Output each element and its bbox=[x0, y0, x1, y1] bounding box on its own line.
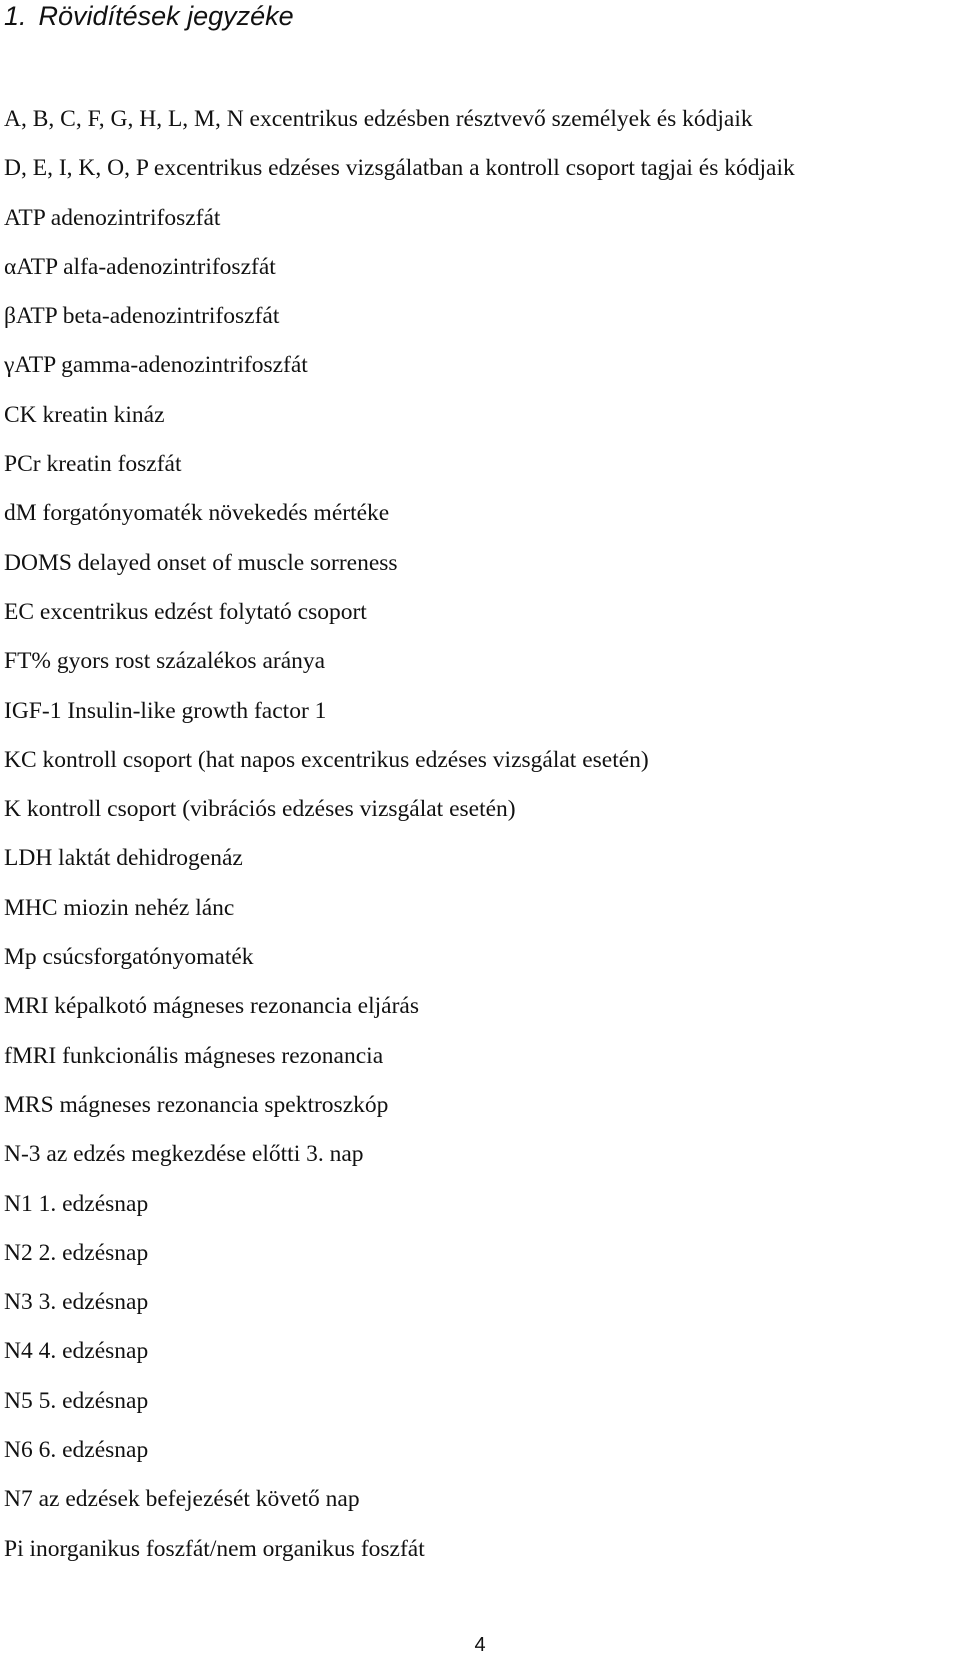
abbreviation-item: MHC miozin nehéz lánc bbox=[4, 894, 235, 921]
abbreviation-item: LDH laktát dehidrogenáz bbox=[4, 845, 243, 872]
abbreviation-item: EC excentrikus edzést folytató csoport bbox=[4, 598, 367, 625]
abbreviation-item: D, E, I, K, O, P excentrikus edzéses vizsgálatban a kontroll csoport tagjai és kódjaik bbox=[4, 155, 795, 182]
abbreviation-item: N-3 az edzés megkezdése előtti 3. nap bbox=[4, 1141, 364, 1168]
abbreviation-item: IGF-1 Insulin-like growth factor 1 bbox=[4, 697, 327, 724]
abbreviation-item: N2 2. edzésnap bbox=[4, 1239, 149, 1266]
abbreviation-item: N6 6. edzésnap bbox=[4, 1437, 149, 1464]
abbreviation-item: fMRI funkcionális mágneses rezonancia bbox=[4, 1042, 384, 1069]
abbreviation-item: N4 4. edzésnap bbox=[4, 1338, 149, 1365]
abbreviation-item: γATP gamma-adenozintrifoszfát bbox=[4, 352, 308, 379]
abbreviation-item: K kontroll csoport (vibrációs edzéses vizsgálat esetén) bbox=[4, 796, 516, 823]
abbreviation-item: αATP alfa-adenozintrifoszfát bbox=[4, 253, 276, 280]
page-heading bbox=[4, 0, 294, 32]
abbreviation-item: A, B, C, F, G, H, L, M, N excentrikus edzésben résztvevő személyek és kódjaik bbox=[4, 106, 753, 132]
heading-number: 1. bbox=[4, 1, 27, 31]
abbreviation-item: βATP beta-adenozintrifoszfát bbox=[4, 303, 280, 330]
abbreviation-item: Pi inorganikus foszfát/nem organikus foszfát bbox=[4, 1535, 425, 1562]
abbreviation-item: ATP adenozintrifoszfát bbox=[4, 204, 221, 231]
abbreviation-item: CK kreatin kináz bbox=[4, 401, 165, 428]
abbreviation-list bbox=[4, 95, 795, 1574]
abbreviation-item: N3 3. edzésnap bbox=[4, 1289, 149, 1316]
abbreviation-item: PCr kreatin foszfát bbox=[4, 451, 182, 478]
abbreviation-item: FT% gyors rost százalékos aránya bbox=[4, 648, 326, 675]
abbreviation-item: MRS mágneses rezonancia spektroszkóp bbox=[4, 1091, 389, 1118]
abbreviation-item: DOMS delayed onset of muscle sorreness bbox=[4, 549, 398, 576]
heading-title: Rövidítések jegyzéke bbox=[38, 1, 294, 31]
abbreviation-item: N1 1. edzésnap bbox=[4, 1190, 149, 1217]
abbreviation-item: N5 5. edzésnap bbox=[4, 1387, 149, 1414]
abbreviation-item: dM forgatónyomaték növekedés mértéke bbox=[4, 500, 390, 527]
abbreviation-item: MRI képalkotó mágneses rezonancia eljárás bbox=[4, 993, 420, 1020]
page-number: 4 bbox=[474, 1634, 486, 1656]
abbreviation-item: N7 az edzések befejezését követő nap bbox=[4, 1486, 360, 1513]
abbreviation-item: Mp csúcsforgatónyomaték bbox=[4, 944, 254, 971]
abbreviation-item: KC kontroll csoport (hat napos excentrikus edzéses vizsgálat esetén) bbox=[4, 746, 649, 773]
